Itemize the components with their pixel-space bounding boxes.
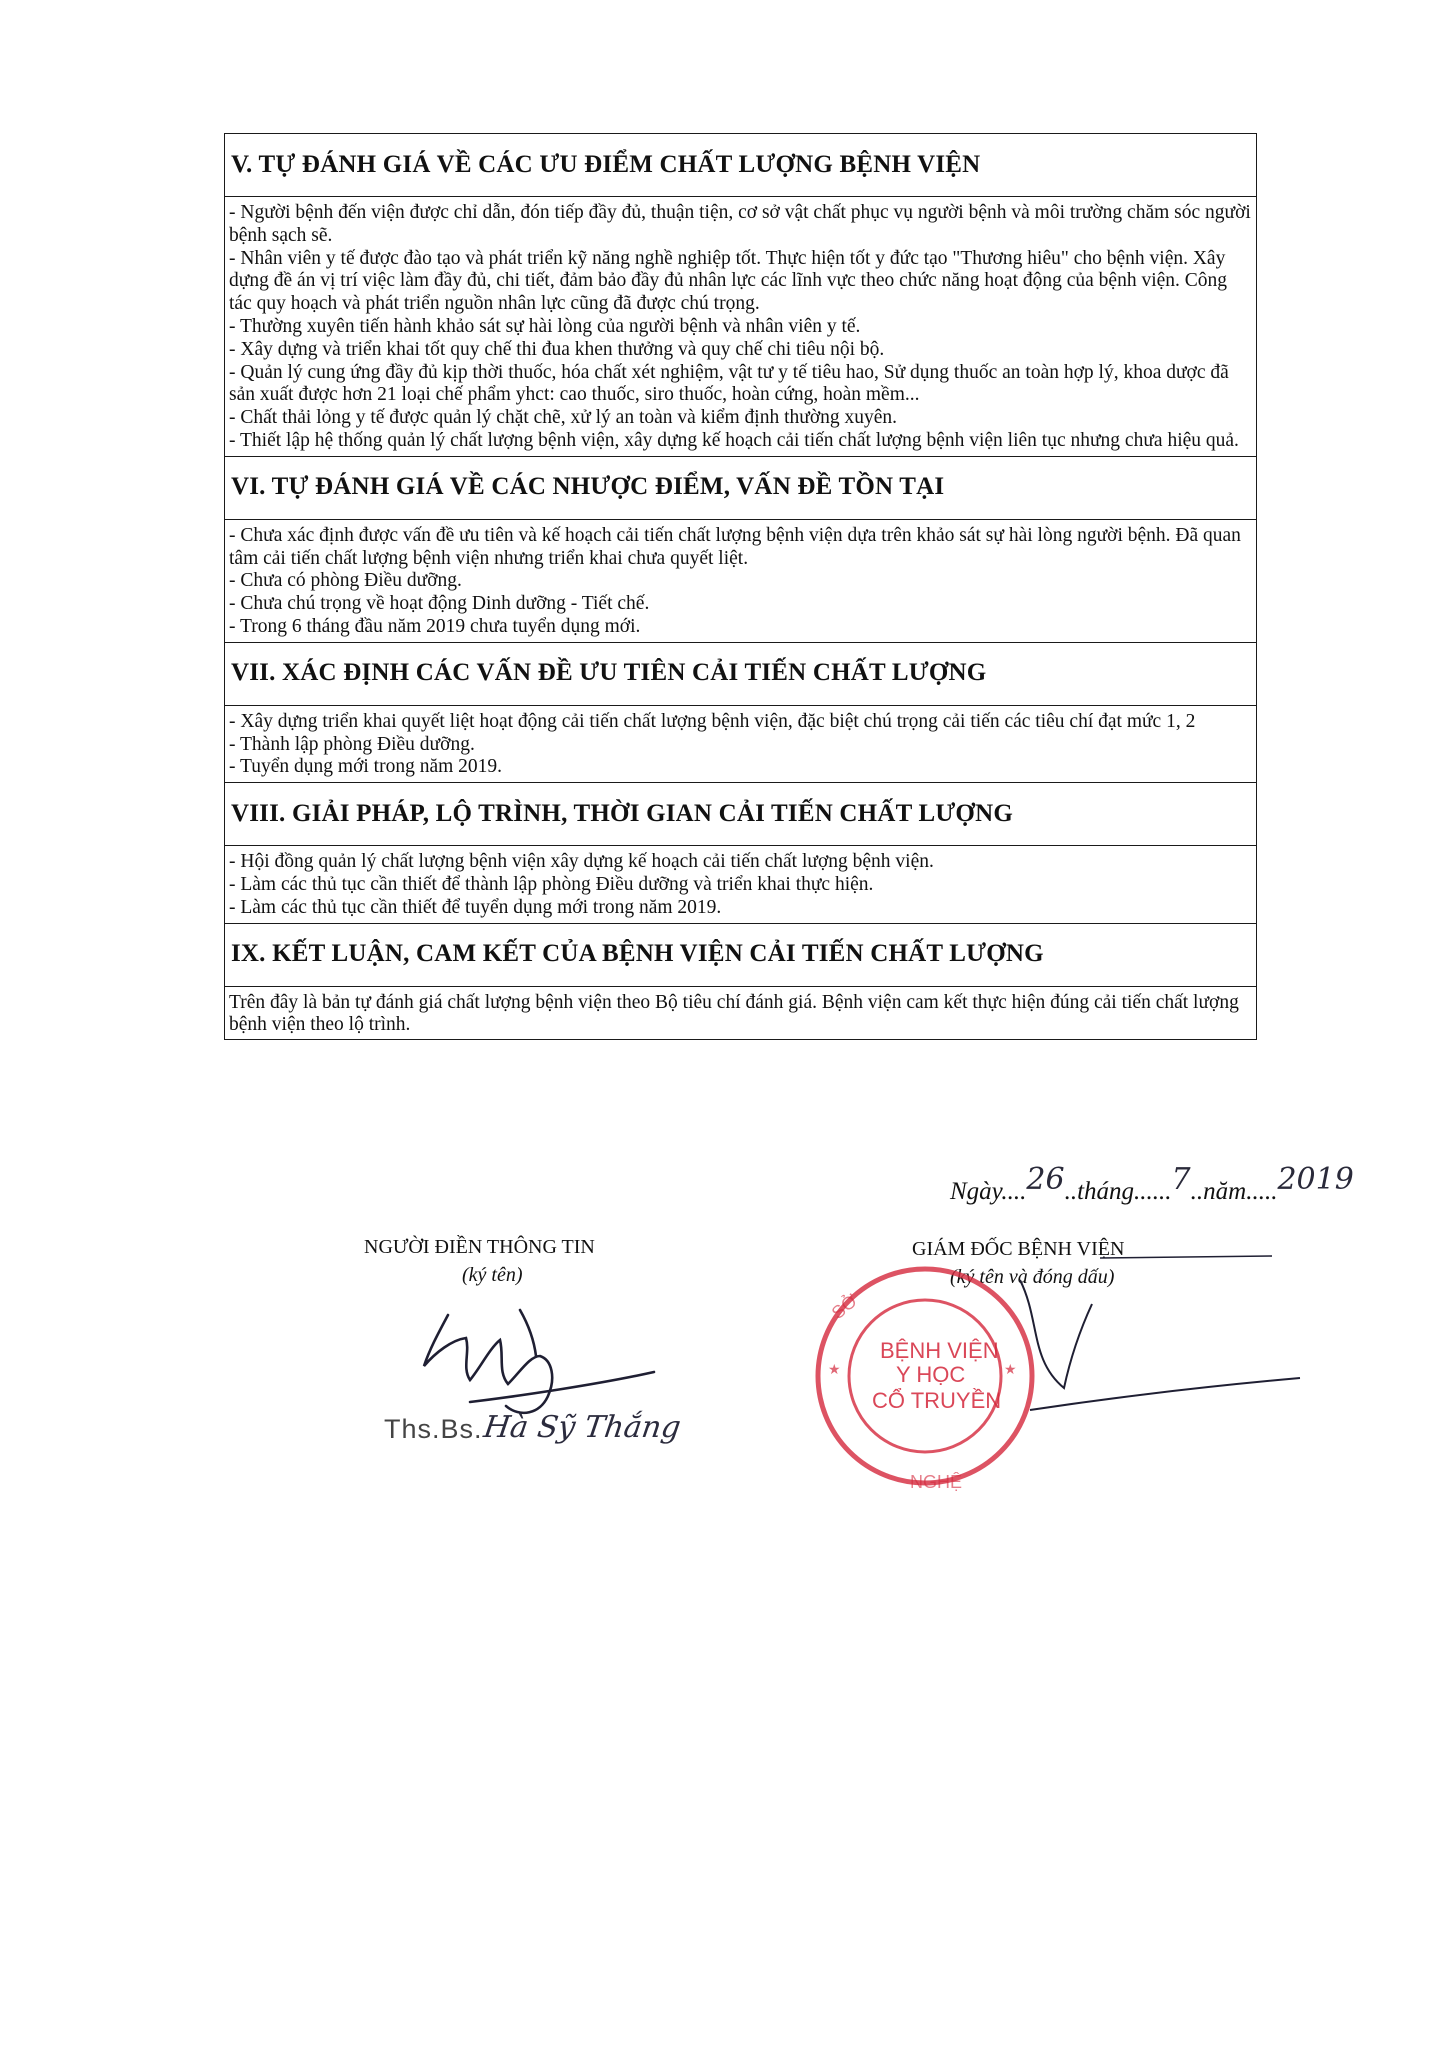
date-year: 2019 bbox=[1277, 1162, 1354, 1197]
section-v-line: - Người bệnh đến viện được chỉ dẫn, đón tiếp đầy đủ, thuận tiện, cơ sở vật chất phục vụ người bệnh và môi trường chăm sóc người bệnh sạch sẽ. bbox=[229, 202, 1251, 246]
date-prefix: Ngày bbox=[950, 1178, 1002, 1205]
section-vii-line: - Xây dựng triển khai quyết liệt hoạt động cải tiến chất lượng bệnh viện, đặc biệt chú trọng cải tiến các tiêu chí đạt mức 1, 2 bbox=[229, 710, 1196, 732]
section-vi-line: - Trong 6 tháng đầu năm 2019 chưa tuyển dụng mới. bbox=[229, 615, 641, 637]
left-signature-icon bbox=[424, 1310, 654, 1413]
svg-text:★: ★ bbox=[1004, 1363, 1017, 1378]
section-vi-line: - Chưa có phòng Điều dưỡng. bbox=[229, 570, 462, 592]
section-v-heading: V. TỰ ĐÁNH GIÁ VỀ CÁC ƯU ĐIỂM CHẤT LƯỢNG BỆNH VIỆN bbox=[225, 134, 1257, 197]
seal-line-3: CỔ TRUYỀN bbox=[872, 1388, 1002, 1413]
section-ix-line: Trên đây là bản tự đánh giá chất lượng bệnh viện theo Bộ tiêu chí đánh giá. Bệnh viện cam kết thực hiện đúng cải tiến chất lượng bệnh viện theo lộ trình. bbox=[229, 991, 1239, 1036]
section-v-line: - Xây dựng và triển khai tốt quy chế thi đua khen thưởng và quy chế chi tiêu nội bộ. bbox=[229, 338, 885, 360]
section-ix-heading: IX. KẾT LUẬN, CAM KẾT CỦA BỆNH VIỆN CẢI TIẾN CHẤT LƯỢNG bbox=[225, 923, 1257, 986]
section-vi-heading: VI. TỰ ĐÁNH GIÁ VỀ CÁC NHƯỢC ĐIỂM, VẤN ĐỀ TỒN TẠI bbox=[225, 456, 1257, 519]
seal-line-2: Y HỌC bbox=[896, 1362, 966, 1387]
date-year-label: năm bbox=[1203, 1178, 1247, 1205]
right-underline-icon bbox=[1100, 1256, 1272, 1258]
section-v-line: - Thường xuyên tiến hành khảo sát sự hài lòng của người bệnh và nhân viên y tế. bbox=[229, 315, 861, 337]
section-viii-heading: VIII. GIẢI PHÁP, LỘ TRÌNH, THỜI GIAN CẢI TIẾN CHẤT LƯỢNG bbox=[225, 783, 1257, 846]
svg-text:NGHỆ: NGHỆ bbox=[910, 1472, 963, 1492]
date-month: 7 bbox=[1171, 1162, 1191, 1197]
date-month-label: tháng bbox=[1077, 1178, 1135, 1205]
section-vi-line: - Chưa xác định được vấn đề ưu tiên và kế hoạch cải tiến chất lượng bệnh viện dựa trên khảo sát sự hài lòng người bệnh. Đã quan tâm cải tiến chất lượng bệnh viện nhưng triển khai chưa quyết liệt. bbox=[229, 524, 1241, 569]
left-signer-title-prefix: Ths.Bs. bbox=[384, 1414, 483, 1444]
section-vi-line: - Chưa chú trọng về hoạt động Dinh dưỡng - Tiết chế. bbox=[229, 593, 650, 615]
left-signer-title: NGƯỜI ĐIỀN THÔNG TIN bbox=[364, 1236, 595, 1258]
svg-text:★: ★ bbox=[828, 1363, 841, 1378]
left-signer-note: (ký tên) bbox=[462, 1264, 523, 1286]
section-v-line: - Thiết lập hệ thống quản lý chất lượng bệnh viện, xây dựng kế hoạch cải tiến chất lượng bệnh viện liên tục nhưng chưa hiệu quả. bbox=[229, 429, 1239, 451]
hospital-seal-icon bbox=[818, 1269, 1032, 1492]
section-v-line: - Nhân viên y tế được đào tạo và phát triển kỹ năng nghề nghiệp tốt. Thực hiện tốt y đức tạo "Thương hiêu" cho bệnh viện. Xây dựng đề án vị trí việc làm đầy đủ, chi tiết, đảm bảo đầy đủ nhân lực các lĩnh vực theo chức năng hoạt động của bệnh viện. Công tác quy hoạch và phát triển nguồn nhân lực cũng đã được chú trọng. bbox=[229, 247, 1228, 315]
section-v-line: - Chất thải lỏng y tế được quản lý chặt chẽ, xử lý an toàn và kiểm định thường xuyên. bbox=[229, 407, 898, 429]
right-signature-stroke-icon bbox=[1030, 1378, 1300, 1410]
section-v-line: - Quản lý cung ứng đầy đủ kịp thời thuốc, hóa chất xét nghiệm, vật tư y tế tiêu hao, Sử dụng thuốc an toàn hợp lý, khoa dược đã sản xuất được hơn 21 loại chế phẩm yhct: cao thuốc, siro thuốc, hoàn cứng, hoàn mềm... bbox=[229, 361, 1229, 406]
section-viii-line: - Hội đồng quản lý chất lượng bệnh viện xây dựng kế hoạch cải tiến chất lượng bệnh viện. bbox=[229, 851, 934, 873]
svg-text:SỞ: SỞ bbox=[827, 1290, 862, 1324]
section-viii-line: - Làm các thủ tục cần thiết để thành lập phòng Điều dưỡng và triển khai thực hiện. bbox=[229, 873, 874, 895]
right-signer-note: (ký tên và đóng dấu) bbox=[950, 1266, 1115, 1288]
date-day: 26 bbox=[1026, 1162, 1065, 1197]
section-viii-line: - Làm các thủ tục cần thiết để tuyển dụng mới trong năm 2019. bbox=[229, 896, 722, 918]
left-signer-handwritten-name: Hà Sỹ Thắng bbox=[481, 1410, 683, 1445]
seal-line-1: BỆNH VIỆN bbox=[880, 1338, 999, 1363]
signing-date: Ngày....26..tháng......7..năm.....2019 bbox=[950, 1162, 1354, 1205]
section-vii-heading: VII. XÁC ĐỊNH CÁC VẤN ĐỀ ƯU TIÊN CẢI TIẾN CHẤT LƯỢNG bbox=[225, 642, 1257, 705]
section-vii-line: - Thành lập phòng Điều dưỡng. bbox=[229, 733, 475, 755]
right-signer-title: GIÁM ĐỐC BỆNH VIỆN bbox=[912, 1238, 1125, 1260]
section-vii-line: - Tuyển dụng mới trong năm 2019. bbox=[229, 756, 503, 778]
